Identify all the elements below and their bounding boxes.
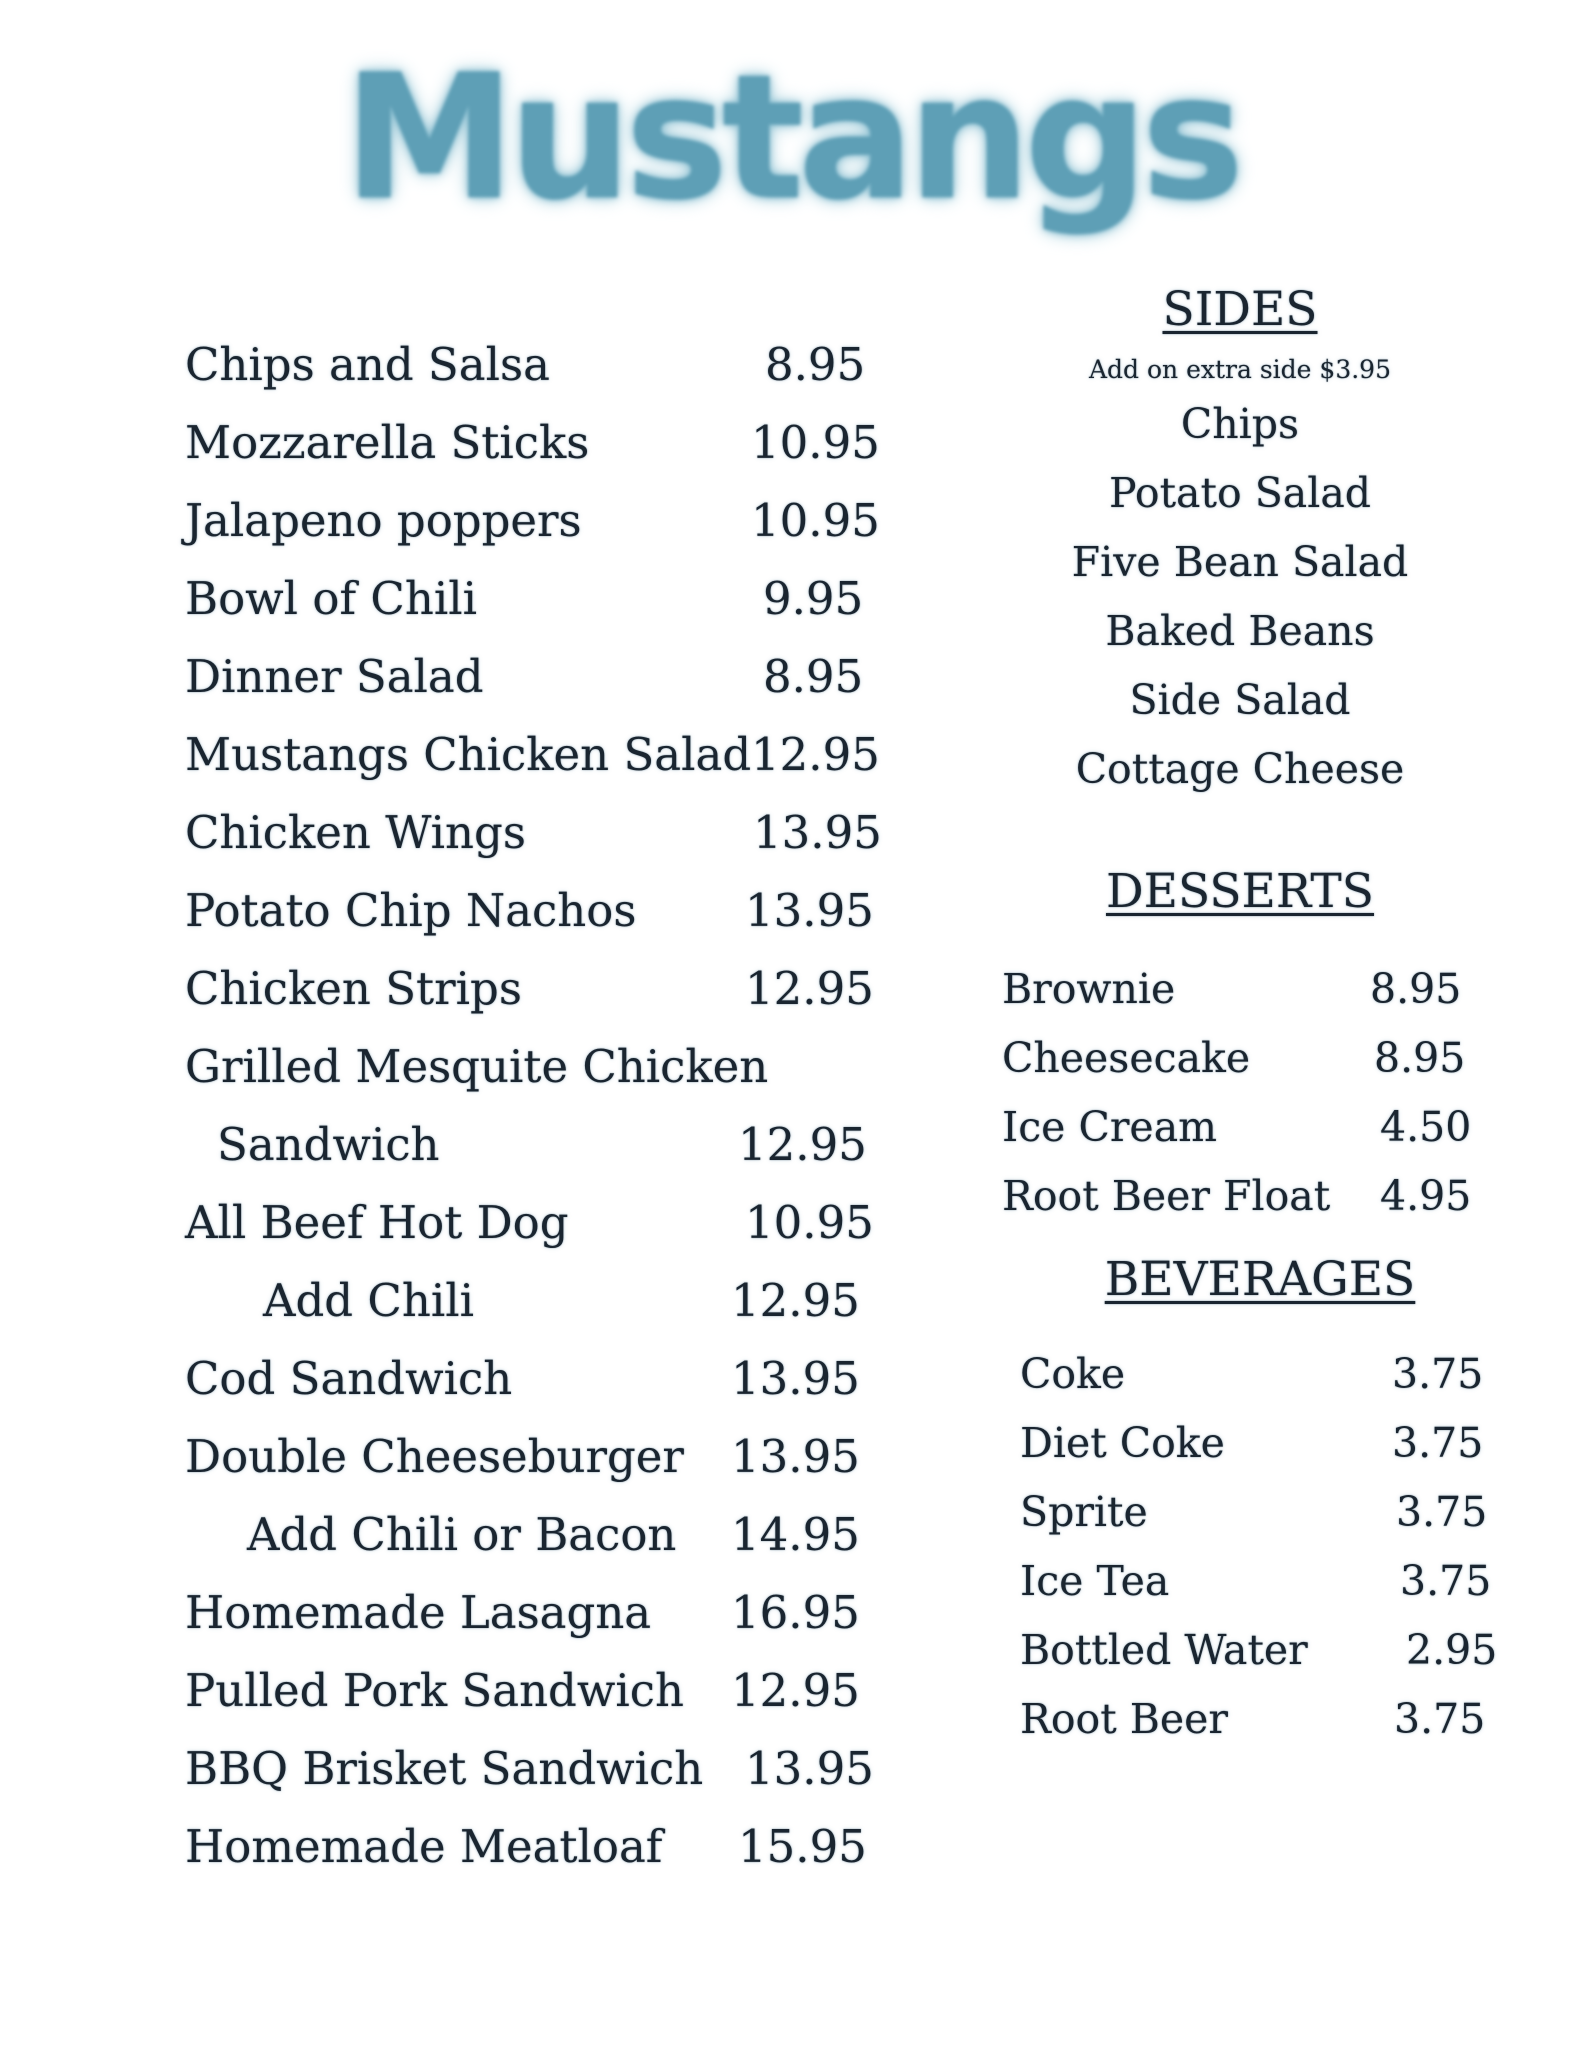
item-name: Root Beer Float	[1002, 1172, 1331, 1220]
item-name: Mozzarella Sticks	[185, 416, 590, 469]
item-name: Brownie	[1002, 965, 1176, 1013]
item-price: 12.95	[751, 728, 880, 781]
menu-item	[185, 1112, 905, 1190]
item-price: 8.95	[1374, 1034, 1466, 1082]
item-name: Pulled Pork Sandwich	[185, 1664, 684, 1717]
item-name: Mustangs Chicken Salad	[185, 728, 752, 781]
item-name: Add Chili or Bacon	[247, 1508, 677, 1561]
item-name: Homemade Meatloaf	[185, 1820, 663, 1873]
menu-item	[185, 644, 905, 722]
item-price: 12.95	[738, 1118, 867, 1171]
item-name: Ice Tea	[1020, 1557, 1170, 1605]
item-price: 10.95	[745, 1196, 874, 1249]
item-name: Diet Coke	[1020, 1419, 1225, 1467]
item-price: 13.95	[745, 884, 874, 937]
menu-item	[185, 1658, 905, 1736]
sides-section	[1000, 340, 1480, 804]
menu-item	[185, 1580, 905, 1658]
item-price: 3.75	[1392, 1350, 1484, 1398]
item-price: 12.95	[731, 1274, 860, 1327]
item-price: 13.95	[731, 1430, 860, 1483]
dessert-item	[1002, 1162, 1522, 1231]
dessert-item	[1002, 1024, 1522, 1093]
menu-item	[185, 1736, 905, 1814]
item-price: 8.95	[1370, 965, 1462, 1013]
beverages-heading: BEVERAGES	[1104, 1252, 1416, 1307]
item-name: Ice Cream	[1002, 1103, 1218, 1151]
item-name: Potato Chip Nachos	[185, 884, 637, 937]
item-name: Bowl of Chili	[185, 572, 478, 625]
item-price: 8.95	[763, 650, 864, 703]
item-price: 13.95	[753, 806, 882, 859]
side-item: Side Salad	[1129, 676, 1351, 724]
item-name: Dinner Salad	[185, 650, 484, 703]
beverage-item	[1020, 1547, 1540, 1616]
menu-item	[185, 1502, 905, 1580]
item-name: Cod Sandwich	[185, 1352, 513, 1405]
item-price: 9.95	[763, 572, 864, 625]
side-item: Baked Beans	[1105, 607, 1375, 655]
item-name: Chicken Strips	[185, 962, 522, 1015]
item-name: Chips and Salsa	[185, 338, 550, 391]
item-price: 12.95	[731, 1664, 860, 1717]
menu-item	[185, 488, 905, 566]
side-item: Cottage Cheese	[1075, 745, 1405, 793]
item-price: 14.95	[731, 1508, 860, 1561]
side-item: Five Bean Salad	[1071, 538, 1409, 586]
beverage-item	[1020, 1685, 1540, 1754]
item-price: 3.75	[1400, 1557, 1492, 1605]
side-item: Potato Salad	[1108, 469, 1372, 517]
item-name: Jalapeno poppers	[185, 494, 582, 547]
menu-item	[185, 956, 905, 1034]
item-name: Chicken Wings	[185, 806, 526, 859]
item-name: Sprite	[1020, 1488, 1148, 1536]
menu-item	[185, 332, 905, 410]
dessert-item	[1002, 1093, 1522, 1162]
item-name: Bottled Water	[1020, 1626, 1308, 1674]
beverage-item	[1020, 1340, 1540, 1409]
sides-note: Add on extra side $3.95	[1089, 355, 1391, 384]
item-price: 12.95	[745, 962, 874, 1015]
item-price: 3.75	[1396, 1488, 1488, 1536]
item-name: Cheesecake	[1002, 1034, 1251, 1082]
menu-item	[185, 566, 905, 644]
menu-item	[185, 1034, 905, 1112]
menu-item	[185, 878, 905, 956]
item-price: 13.95	[745, 1742, 874, 1795]
desserts-list	[1002, 955, 1522, 1231]
menu-item	[185, 1424, 905, 1502]
beverage-item	[1020, 1478, 1540, 1547]
item-name: Grilled Mesquite Chicken	[185, 1040, 769, 1093]
item-price: 16.95	[731, 1586, 860, 1639]
beverage-item	[1020, 1616, 1540, 1685]
beverages-list	[1020, 1340, 1540, 1754]
main-menu-list	[185, 332, 905, 1892]
item-price: 3.75	[1394, 1695, 1486, 1743]
desserts-heading: DESSERTS	[1106, 864, 1374, 919]
item-name: All Beef Hot Dog	[185, 1196, 569, 1249]
side-item: Chips	[1180, 400, 1300, 448]
item-name: Double Cheeseburger	[185, 1430, 684, 1483]
sides-heading: SIDES	[1162, 282, 1318, 337]
item-price: 2.95	[1406, 1626, 1498, 1674]
item-price: 4.50	[1380, 1103, 1472, 1151]
item-price: 4.95	[1380, 1172, 1472, 1220]
item-price: 10.95	[751, 416, 880, 469]
item-price: 3.75	[1392, 1419, 1484, 1467]
beverage-item	[1020, 1409, 1540, 1478]
menu-item	[185, 1268, 905, 1346]
item-name: BBQ Brisket Sandwich	[185, 1742, 704, 1795]
menu-item	[185, 1190, 905, 1268]
menu-item	[185, 1814, 905, 1892]
item-price: 8.95	[765, 338, 866, 391]
dessert-item	[1002, 955, 1522, 1024]
menu-item	[185, 800, 905, 878]
menu-title: Mustangs	[343, 37, 1239, 238]
menu-item	[185, 410, 905, 488]
item-name: Add Chili	[263, 1274, 475, 1327]
item-name: Root Beer	[1020, 1695, 1229, 1743]
item-name: Coke	[1020, 1350, 1126, 1398]
item-name: Sandwich	[217, 1118, 440, 1171]
item-price: 10.95	[751, 494, 880, 547]
item-name: Homemade Lasagna	[185, 1586, 652, 1639]
menu-item	[185, 722, 905, 800]
menu-item	[185, 1346, 905, 1424]
item-price: 13.95	[731, 1352, 860, 1405]
item-price: 15.95	[738, 1820, 867, 1873]
